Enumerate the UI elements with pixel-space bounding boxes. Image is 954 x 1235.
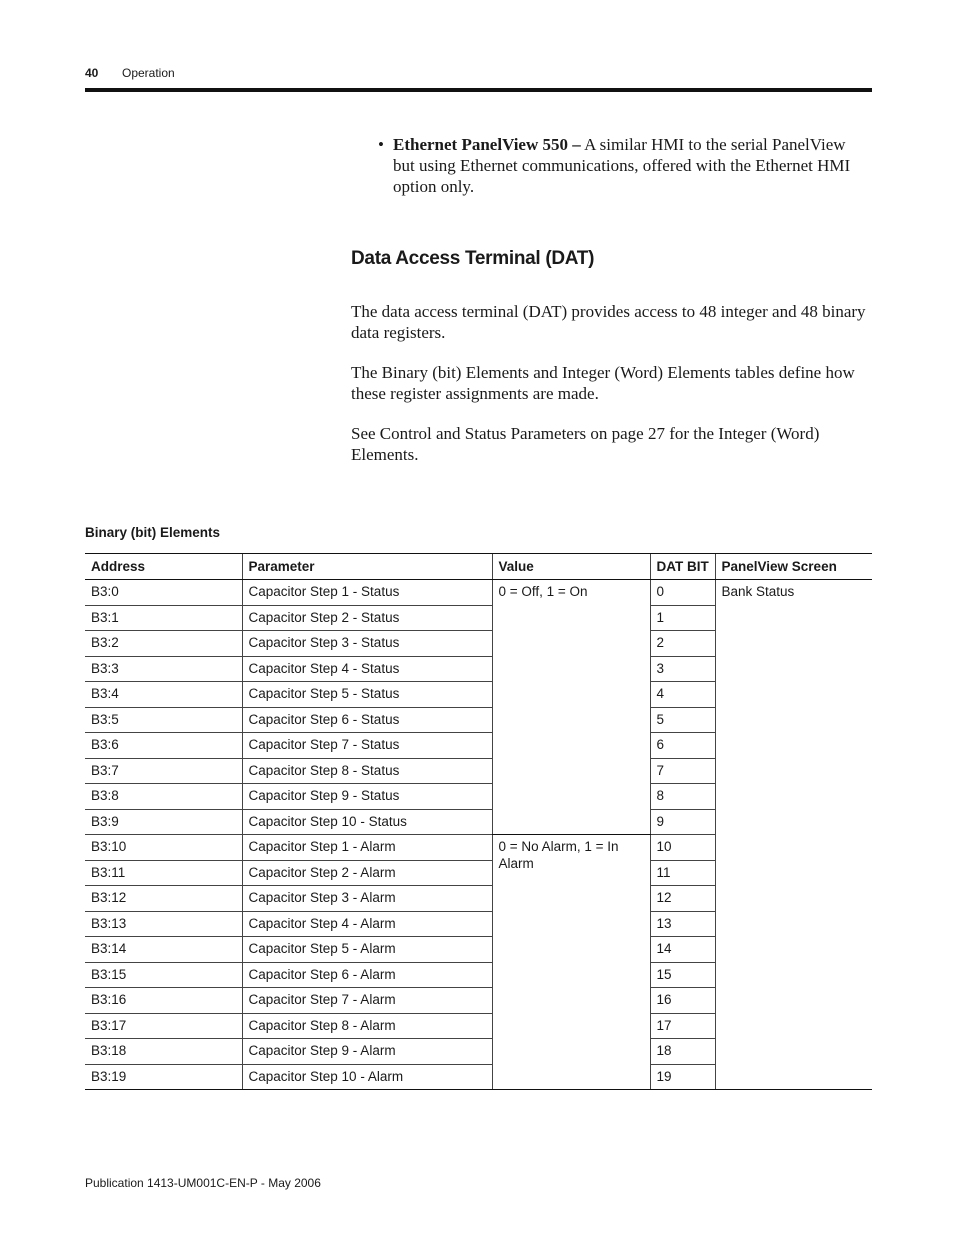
address-cell: B3:1 [85,605,242,631]
bullet-dot: • [378,135,384,154]
dat-bit-cell: 13 [650,911,715,937]
bullet-text [393,134,868,197]
parameter-cell: Capacitor Step 6 - Status [242,707,492,733]
dat-bit-cell: 5 [650,707,715,733]
dat-bit-cell: 6 [650,733,715,759]
parameter-cell: Capacitor Step 10 - Status [242,809,492,835]
address-cell: B3:8 [85,784,242,810]
paragraph-2: The Binary (bit) Elements and Integer (Word) Elements tables define how these register assignments are made. [351,363,855,403]
dat-bit-cell: 19 [650,1064,715,1090]
parameter-cell: Capacitor Step 1 - Alarm [242,835,492,861]
address-cell: B3:2 [85,631,242,657]
dat-bit-cell: 14 [650,937,715,963]
dat-bit-cell: 11 [650,860,715,886]
dat-bit-cell: 4 [650,682,715,708]
parameter-cell: Capacitor Step 8 - Alarm [242,1013,492,1039]
value-cell-alarm: 0 = No Alarm, 1 = In Alarm [492,835,650,1090]
parameter-cell: Capacitor Step 3 - Status [242,631,492,657]
column-header-panelview-screen: PanelView Screen [715,554,872,580]
parameter-cell: Capacitor Step 1 - Status [242,580,492,606]
table-row [85,580,872,606]
parameter-cell: Capacitor Step 4 - Alarm [242,911,492,937]
header-rule [85,88,872,92]
running-section-title: Operation [122,66,175,80]
parameter-cell: Capacitor Step 5 - Status [242,682,492,708]
address-cell: B3:5 [85,707,242,733]
dat-bit-cell: 16 [650,988,715,1014]
parameter-cell: Capacitor Step 6 - Alarm [242,962,492,988]
value-cell-status: 0 = Off, 1 = On [492,580,650,835]
address-cell: B3:3 [85,656,242,682]
page-footer: Publication 1413-UM001C-EN-P - May 2006 [85,1176,321,1190]
column-header-value: Value [492,554,650,580]
parameter-cell: Capacitor Step 3 - Alarm [242,886,492,912]
dat-bit-cell: 10 [650,835,715,861]
section-heading: Data Access Terminal (DAT) [351,248,595,269]
parameter-cell: Capacitor Step 2 - Alarm [242,860,492,886]
parameter-cell: Capacitor Step 8 - Status [242,758,492,784]
binary-elements-table [85,553,872,1090]
paragraph-3: See Control and Status Parameters on page 27 for the Integer (Word) Elements. [351,424,820,464]
dat-bit-cell: 1 [650,605,715,631]
address-cell: B3:18 [85,1039,242,1065]
page-number: 40 [85,66,99,80]
bullet-term: Ethernet PanelView 550 – [393,135,581,154]
parameter-cell: Capacitor Step 9 - Status [242,784,492,810]
panelview-screen-cell: Bank Status [715,580,872,1090]
address-cell: B3:16 [85,988,242,1014]
column-header-dat-bit: DAT BIT [650,554,715,580]
dat-bit-cell: 3 [650,656,715,682]
address-cell: B3:6 [85,733,242,759]
parameter-cell: Capacitor Step 9 - Alarm [242,1039,492,1065]
address-cell: B3:19 [85,1064,242,1090]
dat-bit-cell: 9 [650,809,715,835]
paragraph-1: The data access terminal (DAT) provides access to 48 integer and 48 binary data registers. [351,302,866,342]
dat-bit-cell: 8 [650,784,715,810]
parameter-cell: Capacitor Step 5 - Alarm [242,937,492,963]
dat-bit-cell: 7 [650,758,715,784]
dat-bit-cell: 12 [650,886,715,912]
column-header-address: Address [85,554,242,580]
page-header [85,66,872,82]
dat-bit-cell: 18 [650,1039,715,1065]
table-caption: Binary (bit) Elements [85,525,221,540]
parameter-cell: Capacitor Step 4 - Status [242,656,492,682]
address-cell: B3:0 [85,580,242,606]
address-cell: B3:14 [85,937,242,963]
address-cell: B3:12 [85,886,242,912]
column-header-parameter: Parameter [242,554,492,580]
bullet-description: A similar HMI to the serial PanelView but using Ethernet communications, offered with the Ethernet HMI option only. [393,135,851,196]
dat-bit-cell: 2 [650,631,715,657]
dat-bit-cell: 15 [650,962,715,988]
parameter-cell: Capacitor Step 7 - Alarm [242,988,492,1014]
dat-bit-cell: 0 [650,580,715,606]
dat-bit-cell: 17 [650,1013,715,1039]
parameter-cell: Capacitor Step 7 - Status [242,733,492,759]
address-cell: B3:13 [85,911,242,937]
address-cell: B3:10 [85,835,242,861]
parameter-cell: Capacitor Step 10 - Alarm [242,1064,492,1090]
address-cell: B3:9 [85,809,242,835]
parameter-cell: Capacitor Step 2 - Status [242,605,492,631]
address-cell: B3:17 [85,1013,242,1039]
table-header-row [85,554,872,580]
address-cell: B3:4 [85,682,242,708]
address-cell: B3:11 [85,860,242,886]
address-cell: B3:15 [85,962,242,988]
address-cell: B3:7 [85,758,242,784]
